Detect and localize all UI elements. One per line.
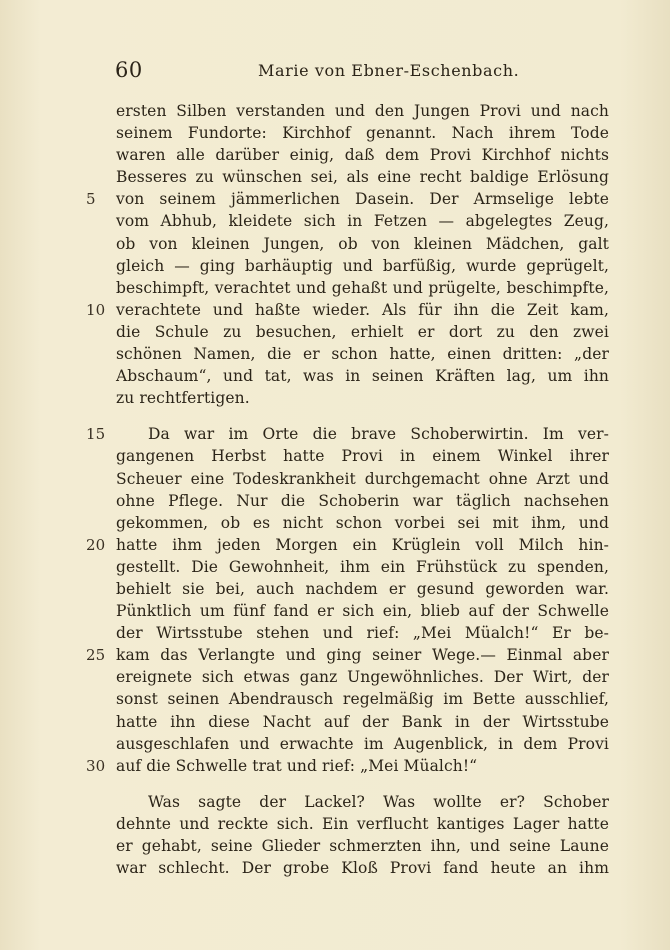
line-text: ohne Pflege. Nur die Schoberin war täglich nachsehen xyxy=(116,491,609,510)
text-line xyxy=(116,490,609,512)
paragraph xyxy=(86,100,609,409)
line-text: von seinem jämmerlichen Dasein. Der Armselige lebte xyxy=(116,190,609,209)
text-line xyxy=(116,233,609,255)
line-text: kam das Verlangte und ging seiner Wege.— Einmal aber xyxy=(116,646,609,665)
line-text: gestellt. Die Gewohnheit, ihm ein Frühstück zu spenden, xyxy=(116,557,609,576)
text-line xyxy=(116,387,609,409)
line-text: die Schule zu besuchen, erhielt er dort zu den zwei xyxy=(116,322,609,341)
text-line xyxy=(86,188,609,210)
page-header xyxy=(0,58,670,88)
line-text: war schlecht. Der grobe Kloß Provi fand heute an ihm xyxy=(116,859,609,878)
text-line xyxy=(116,578,609,600)
paragraph xyxy=(86,423,609,777)
page-number: 60 xyxy=(115,58,143,82)
text-line xyxy=(86,755,609,777)
text-line xyxy=(116,600,609,622)
text-line xyxy=(116,365,609,387)
text-line xyxy=(116,688,609,710)
text-line xyxy=(116,835,609,857)
line-number: 15 xyxy=(86,425,106,444)
line-text: gangenen Herbst hatte Provi in einem Winkel ihrer xyxy=(116,447,609,466)
text-line xyxy=(116,468,609,490)
text-line xyxy=(86,423,609,445)
line-text: Scheuer eine Todeskrankheit durchgemacht ohne Arzt und xyxy=(116,469,609,488)
line-text: schönen Namen, die er schon hatte, einen dritten: „der xyxy=(116,345,609,364)
text-line xyxy=(116,255,609,277)
text-line xyxy=(116,512,609,534)
text-line xyxy=(116,100,609,122)
line-text: gleich — ging barhäuptig und barfüßig, wurde geprügelt, xyxy=(116,256,609,275)
line-text: verachtete und haßte wieder. Als für ihn die Zeit kam, xyxy=(116,300,609,319)
text-line xyxy=(86,644,609,666)
line-text: zu rechtfertigen. xyxy=(116,389,250,408)
line-number: 10 xyxy=(86,300,106,319)
line-text: vom Abhub, kleidete sich in Fetzen — abgelegtes Zeug, xyxy=(116,212,609,231)
line-text: er gehabt, seine Glieder schmerzten ihn, und seine Laune xyxy=(116,837,609,855)
line-number: 20 xyxy=(86,535,106,554)
line-text: behielt sie bei, auch nachdem er gesund geworden war. xyxy=(116,579,609,598)
text-line xyxy=(116,277,609,299)
line-text: ersten Silben verstanden und den Jungen Provi und nach xyxy=(116,102,609,120)
text-line xyxy=(116,813,609,835)
text-line xyxy=(116,556,609,578)
paragraph-gap xyxy=(116,409,609,423)
line-text: gekommen, ob es nicht schon vorbei sei mit ihm, und xyxy=(116,513,609,532)
line-number: 5 xyxy=(86,190,96,209)
line-text: Besseres zu wünschen sei, als eine recht baldige Erlösung xyxy=(116,168,609,187)
line-text: hatte ihm jeden Morgen ein Krüglein voll Milch hin- xyxy=(116,535,609,554)
text-line xyxy=(116,122,609,144)
line-text: ob von kleinen Jungen, ob von kleinen Mädchen, galt xyxy=(116,234,609,253)
text-line xyxy=(116,733,609,755)
line-number: 25 xyxy=(86,646,106,665)
line-text: sonst seinen Abendrausch regelmäßig im Bette ausschlief, xyxy=(116,690,609,709)
text-line xyxy=(116,343,609,365)
text-line xyxy=(116,321,609,343)
text-line xyxy=(116,166,609,188)
text-line xyxy=(116,445,609,467)
line-text: Abschaum“, und tat, was in seinen Kräften lag, um ihn xyxy=(116,367,609,386)
body-text xyxy=(86,100,609,879)
line-text: Pünktlich um fünf fand er sich ein, blieb auf der Schwelle xyxy=(116,602,609,621)
text-line xyxy=(116,622,609,644)
text-line xyxy=(116,711,609,733)
line-text: waren alle darüber einig, daß dem Provi Kirchhof nichts xyxy=(116,146,609,165)
running-head: Marie von Ebner-Eschenbach. xyxy=(258,61,520,80)
text-line xyxy=(86,299,609,321)
text-line xyxy=(116,210,609,232)
line-text: Da war im Orte die brave Schoberwirtin. Im ver- xyxy=(148,425,609,444)
text-line xyxy=(116,791,609,813)
text-line xyxy=(86,534,609,556)
line-text: der Wirtsstube stehen und rief: „Mei Müalch!“ Er be- xyxy=(116,624,609,643)
line-text: ereignete sich etwas ganz Ungewöhnliches. Der Wirt, der xyxy=(116,668,609,687)
text-line xyxy=(116,144,609,166)
line-text: beschimpft, verachtet und gehaßt und prügelte, beschimpfte, xyxy=(116,278,609,297)
paragraph xyxy=(116,791,609,879)
line-text: Was sagte der Lackel? Was wollte er? Schober xyxy=(148,792,609,811)
line-text: auf die Schwelle trat und rief: „Mei Müalch!“ xyxy=(116,756,478,775)
line-text: hatte ihn diese Nacht auf der Bank in der Wirtsstube xyxy=(116,712,609,731)
line-number: 30 xyxy=(86,756,106,775)
line-text: seinem Fundorte: Kirchhof genannt. Nach ihrem Tode xyxy=(116,124,609,143)
text-line xyxy=(116,857,609,879)
text-line xyxy=(116,666,609,688)
line-text: dehnte und reckte sich. Ein verflucht kantiges Lager hatte xyxy=(116,814,609,833)
paragraph-gap xyxy=(116,777,609,791)
line-text: ausgeschlafen und erwachte im Augenblick, in dem Provi xyxy=(116,734,609,753)
